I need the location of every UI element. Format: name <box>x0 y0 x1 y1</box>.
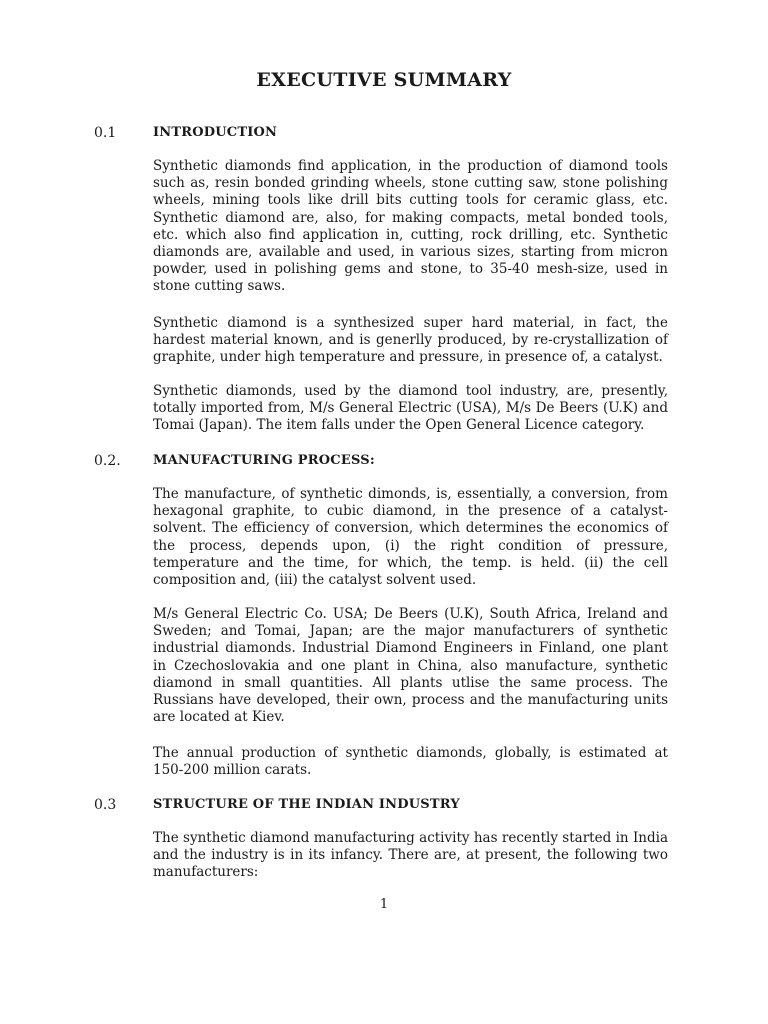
section-heading-indian-industry: STRUCTURE OF THE INDIAN INDUSTRY <box>153 797 460 812</box>
page-number: 1 <box>379 897 389 912</box>
section-number-0-3: 0.3 <box>94 797 117 813</box>
section-heading-introduction: INTRODUCTION <box>153 125 278 140</box>
paragraph-introduction-3: Synthetic diamonds, used by the diamond tool industry, are, presently, totally imported from, M/s General Electric (USA), M/s De Beers (U.K) and Tomai (Japan). The item falls under the Open General Licence category. <box>153 383 668 434</box>
paragraph-introduction-1: Synthetic diamonds find application, in the production of diamond tools such as, resin bonded grinding wheels, stone cutting saw, stone polishing wheels, mining tools like drill bits cutting tools for ceramic glass, etc. Synthetic diamond are, also, for making compacts, metal bonded tools, etc. which also find application in, cutting, rock drilling, etc. Synthetic diamonds are, available and used, in various sizes, starting from micron powder, used in polishing gems and stone, to 35-40 mesh-size, used in stone cutting saws. <box>153 158 668 295</box>
section-number-0-2: 0.2. <box>94 453 121 469</box>
page-title: EXECUTIVE SUMMARY <box>256 69 512 91</box>
paragraph-introduction-2: Synthetic diamond is a synthesized super hard material, in fact, the hardest material known, and is generlly produced, by re-crystallization of graphite, under high temperature and pressure, in presence of, a catalyst. <box>153 315 668 366</box>
paragraph-manufacturing-2: M/s General Electric Co. USA; De Beers (U.K), South Africa, Ireland and Sweden; and Tomai, Japan; are the major manufacturers of synthetic industrial diamonds. Industrial Diamond Engineers in Finland, one plant in Czechoslovakia and one plant in China, also manufacture, synthetic diamond in small quantities. All plants utlise the same process. The Russians have developed, their own, process and the manufacturing units are located at Kiev. <box>153 606 668 726</box>
paragraph-manufacturing-3: The annual production of synthetic diamonds, globally, is estimated at 150-200 million carats. <box>153 745 668 779</box>
section-heading-manufacturing-process: MANUFACTURING PROCESS: <box>153 453 375 468</box>
paragraph-manufacturing-1: The manufacture, of synthetic dimonds, is, essentially, a conversion, from hexagonal graphite, to cubic diamond, in the presence of a catalyst-solvent. The efficiency of conversion, which determines the economics of the process, depends upon, (i) the right condition of pressure, temperature and the time, for which, the temp. is held. (ii) the cell composition and, (iii) the catalyst solvent used. <box>153 486 668 589</box>
section-number-0-1: 0.1 <box>94 125 117 141</box>
paragraph-indian-industry-1: The synthetic diamond manufacturing activity has recently started in India and the industry is in its infancy. There are, at present, the following two manufacturers: <box>153 830 668 881</box>
